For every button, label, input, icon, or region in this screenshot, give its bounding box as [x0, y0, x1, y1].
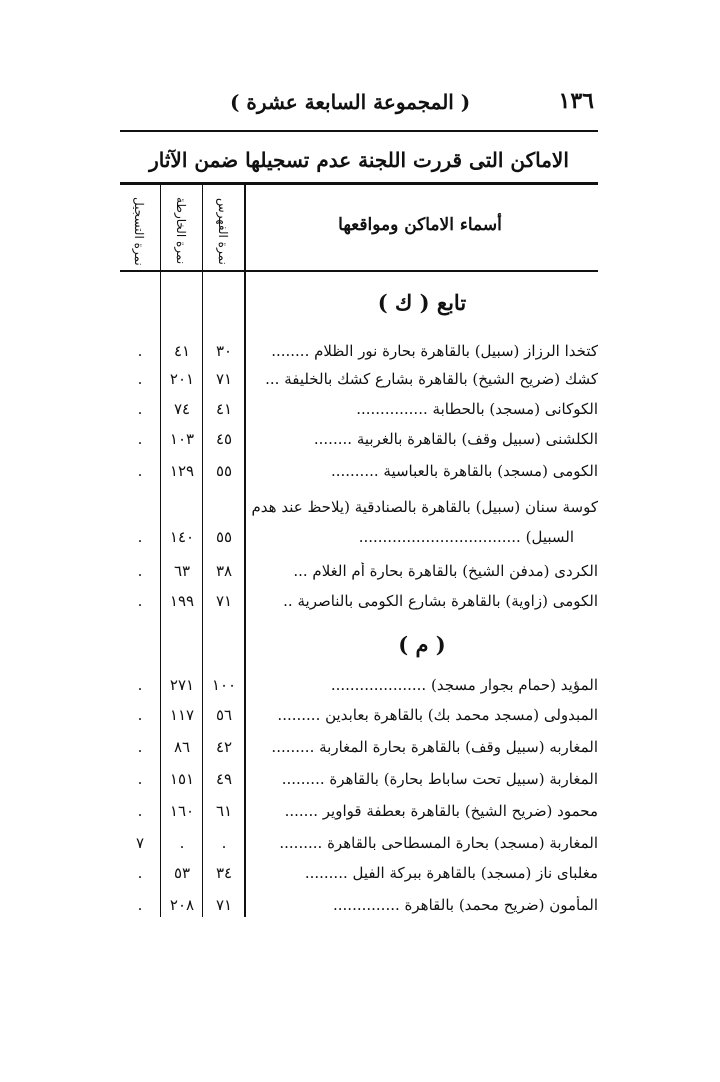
- page-header: [120, 86, 600, 126]
- place-name: المغاربة (سبيل تحت ساباط بحارة) بالقاهرة: [329, 770, 598, 788]
- table-row: الكومى (زاوية) بالقاهرة بشارع الكومى بالناصرية .. ٧١ ١٩٩ .: [120, 592, 598, 618]
- reg-no: .: [137, 676, 143, 694]
- index-no: ٤٢: [215, 738, 233, 756]
- index-no: ٤١: [215, 400, 233, 418]
- place-name: كوسة سنان (سبيل) بالقاهرة بالصنادقية (يلاحظ عند هدم: [251, 498, 598, 516]
- map-no: ١٩٩: [169, 592, 195, 610]
- place-name: الكلشنى (سبيل وقف) بالقاهرة بالغربية: [356, 430, 598, 448]
- index-no: ٣٨: [215, 562, 233, 580]
- reg-no: .: [137, 462, 143, 480]
- reg-no: .: [137, 770, 143, 788]
- table-row: الكردى (مدفن الشيخ) بالقاهرة بحارة أم الغلام ... ٣٨ ٦٣ .: [120, 562, 598, 588]
- index-no: ٣٠: [215, 342, 233, 360]
- reg-no: .: [137, 706, 143, 724]
- table-row: الكوكانى (مسجد) بالحطابة ............... ٤١ ٧٤ .: [120, 400, 598, 426]
- page-number: ١٣٦: [558, 88, 594, 114]
- table-row: مغلباى ناز (مسجد) بالقاهرة ببركة الفيل ......... ٣٤ ٥٣ .: [120, 864, 598, 890]
- reg-no: .: [137, 400, 143, 418]
- table-header-rule: [120, 270, 598, 272]
- index-no: ٥٥: [215, 528, 233, 546]
- table-row: كشك (ضريح الشيخ) بالقاهرة بشارع كشك بالخليفة ... ٧١ ٢٠١ .: [120, 370, 598, 396]
- map-no: ٨٦: [173, 738, 191, 756]
- section-heading-k: تابع ( ك ): [377, 290, 467, 315]
- place-name: كشك (ضريح الشيخ) بالقاهرة بشارع كشك بالخليفة: [284, 370, 598, 388]
- table-row: المغاربه (سبيل وقف) بالقاهرة بحارة المغاربة ......... ٤٢ ٨٦ .: [120, 738, 598, 764]
- map-no: ١٤٠: [169, 528, 195, 546]
- table-row: كتخدا الرزاز (سبيل) بالقاهرة بحارة نور الظلام ........ ٣٠ ٤١ .: [120, 342, 598, 368]
- column-header-index-no: نمرة الفهرس: [216, 197, 231, 265]
- place-name: الكومى (زاوية) بالقاهرة بشارع الكومى بالناصرية: [297, 592, 598, 610]
- table-row: المغاربة (سبيل تحت ساباط بحارة) بالقاهرة ......... ٤٩ ١٥١ .: [120, 770, 598, 796]
- place-name: الكردى (مدفن الشيخ) بالقاهرة بحارة أم الغلام: [312, 562, 598, 580]
- reg-no: .: [137, 562, 143, 580]
- map-no: ١٠٣: [169, 430, 195, 448]
- reg-no: .: [137, 342, 143, 360]
- reg-no: .: [137, 738, 143, 756]
- map-no: ١١٧: [169, 706, 195, 724]
- index-no: ٦١: [215, 802, 233, 820]
- map-no: ١٢٩: [169, 462, 195, 480]
- map-no: ٢٠٨: [169, 896, 195, 914]
- place-name: محمود (ضريح الشيخ) بالقاهرة بعطفة قواوير: [322, 802, 598, 820]
- index-no: ٤٩: [215, 770, 233, 788]
- place-name: الكومى (مسجد) بالقاهرة بالعباسية: [383, 462, 598, 480]
- place-name: المؤيد (حمام بجوار مسجد): [430, 676, 598, 694]
- reg-no: .: [137, 802, 143, 820]
- section-heading-m: ( م ): [398, 632, 446, 657]
- table-row: [120, 498, 598, 524]
- table-title: الاماكن التى قررت اللجنة عدم تسجيلها ضمن الآثار: [149, 148, 569, 172]
- reg-no: .: [137, 430, 143, 448]
- place-name: الكوكانى (مسجد) بالحطابة: [432, 400, 598, 418]
- reg-no: ٧: [135, 834, 145, 852]
- place-name: مغلباى ناز (مسجد) بالقاهرة ببركة الفيل: [352, 864, 598, 882]
- column-header-reg-no: نمرة التسجيل: [132, 196, 147, 266]
- reg-no: .: [137, 864, 143, 882]
- index-no: ٧١: [215, 370, 233, 388]
- index-no: .: [221, 834, 227, 852]
- table-row: المبدولى (مسجد محمد بك) بالقاهرة بعابدين ......... ٥٦ ١١٧ .: [120, 706, 598, 732]
- place-name: المغاربة (مسجد) بحارة المسطاحى بالقاهرة: [327, 834, 598, 852]
- place-name: المأمون (ضريح محمد) بالقاهرة: [404, 896, 598, 914]
- header-rule: [120, 130, 598, 132]
- map-no: ١٦٠: [169, 802, 195, 820]
- map-no: ١٥١: [169, 770, 195, 788]
- place-name: كتخدا الرزاز (سبيل) بالقاهرة بحارة نور الظلام: [314, 342, 598, 360]
- table-row: الكومى (مسجد) بالقاهرة بالعباسية .......... ٥٥ ١٢٩ .: [120, 462, 598, 488]
- reg-no: .: [137, 896, 143, 914]
- index-no: ٧١: [215, 592, 233, 610]
- table-header: [120, 185, 598, 271]
- map-no: ٧٤: [173, 400, 191, 418]
- column-header-names: أسماء الاماكن ومواقعها: [338, 215, 502, 235]
- place-name: السبيل): [525, 528, 574, 546]
- table-row: المغاربة (مسجد) بحارة المسطاحى بالقاهرة ......... . . ٧: [120, 834, 598, 860]
- table-row: السبيل) .................................. ٥٥ ١٤٠ .: [120, 528, 598, 554]
- index-no: ٤٥: [215, 430, 233, 448]
- index-no: ٥٦: [215, 706, 233, 724]
- map-no: .: [179, 834, 185, 852]
- table-row: محمود (ضريح الشيخ) بالقاهرة بعطفة قواوير ....... ٦١ ١٦٠ .: [120, 802, 598, 828]
- reg-no: .: [137, 528, 143, 546]
- index-no: ٣٤: [215, 864, 233, 882]
- reg-no: .: [137, 592, 143, 610]
- map-no: ٥٣: [173, 864, 191, 882]
- map-no: ٤١: [173, 342, 191, 360]
- table-row: المأمون (ضريح محمد) بالقاهرة .............. ٧١ ٢٠٨ .: [120, 896, 598, 922]
- map-no: ٢٧١: [169, 676, 195, 694]
- running-title: ( المجموعة السابعة عشرة ): [230, 90, 471, 114]
- reg-no: .: [137, 370, 143, 388]
- place-name: المبدولى (مسجد محمد بك) بالقاهرة بعابدين: [325, 706, 598, 724]
- map-no: ٢٠١: [169, 370, 195, 388]
- column-header-map-no: نمرة الخارطة: [174, 197, 189, 265]
- index-no: ٥٥: [215, 462, 233, 480]
- table-row: الكلشنى (سبيل وقف) بالقاهرة بالغربية ........ ٤٥ ١٠٣ .: [120, 430, 598, 456]
- place-name: المغاربه (سبيل وقف) بالقاهرة بحارة المغاربة: [319, 738, 598, 756]
- map-no: ٦٣: [173, 562, 191, 580]
- index-no: ١٠٠: [211, 676, 237, 694]
- index-no: ٧١: [215, 896, 233, 914]
- table-row: المؤيد (حمام بجوار مسجد) .................... ١٠٠ ٢٧١ .: [120, 676, 598, 702]
